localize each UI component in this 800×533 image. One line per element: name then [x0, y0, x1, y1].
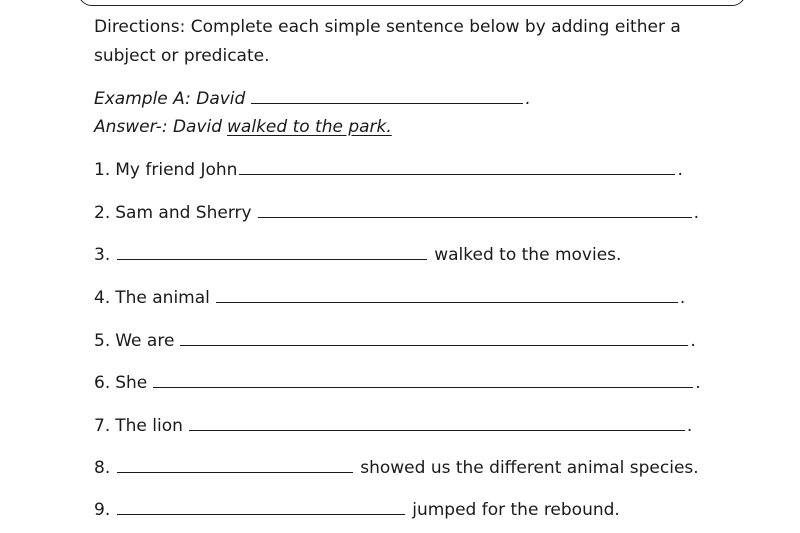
item-8-blank[interactable] — [117, 456, 353, 473]
item-prefix: The animal — [115, 288, 210, 308]
item-number: 7. — [94, 416, 111, 436]
answer-label: Answer-: David — [94, 117, 223, 137]
item-1 — [94, 158, 683, 181]
item-prefix: We are — [115, 331, 175, 351]
item-suffix: . — [677, 160, 683, 180]
item-2-blank[interactable] — [258, 201, 692, 218]
item-suffix: . — [690, 331, 696, 351]
item-1-blank[interactable] — [239, 158, 675, 175]
item-suffix: . — [679, 288, 686, 308]
example-label: Example A: David — [94, 89, 246, 109]
item-number: 8. — [94, 458, 111, 478]
item-8 — [94, 456, 699, 479]
item-number: 9. — [94, 500, 111, 520]
item-number: 4. — [94, 288, 111, 308]
item-prefix: The lion — [115, 416, 183, 436]
item-number: 2. — [94, 203, 111, 223]
item-9 — [94, 498, 620, 521]
example-period: . — [525, 89, 531, 109]
item-5 — [94, 329, 696, 352]
item-number: 6. — [94, 373, 111, 393]
item-suffix: . — [686, 416, 693, 436]
item-4-blank[interactable] — [216, 286, 678, 303]
item-prefix: My friend John — [115, 160, 238, 180]
item-suffix: showed us the different animal species. — [360, 458, 699, 478]
answer-line — [94, 116, 392, 138]
item-prefix: Sam and Sherry — [115, 203, 252, 223]
item-number: 5. — [94, 331, 111, 351]
item-number: 1. — [94, 160, 111, 180]
item-7-blank[interactable] — [189, 414, 685, 431]
item-3 — [94, 243, 621, 266]
item-7 — [94, 414, 692, 437]
item-2 — [94, 201, 699, 224]
header-frame — [78, 0, 746, 6]
item-suffix: jumped for the rebound. — [412, 500, 620, 520]
item-6-blank[interactable] — [153, 371, 693, 388]
item-3-blank[interactable] — [117, 243, 427, 260]
item-5-blank[interactable] — [180, 329, 688, 346]
item-suffix: . — [695, 373, 701, 393]
item-suffix: walked to the movies. — [434, 245, 622, 265]
item-4 — [94, 286, 685, 309]
item-suffix: . — [693, 203, 699, 223]
answer-completion: walked to the park. — [227, 117, 392, 137]
item-9-blank[interactable] — [117, 498, 405, 515]
item-6 — [94, 371, 701, 394]
item-number: 3. — [94, 245, 111, 265]
item-prefix: She — [115, 373, 148, 393]
example-line — [94, 87, 531, 110]
example-blank — [251, 87, 523, 104]
directions-text: Directions: Complete each simple sentence below by adding either a subject or predicate. — [94, 17, 681, 66]
